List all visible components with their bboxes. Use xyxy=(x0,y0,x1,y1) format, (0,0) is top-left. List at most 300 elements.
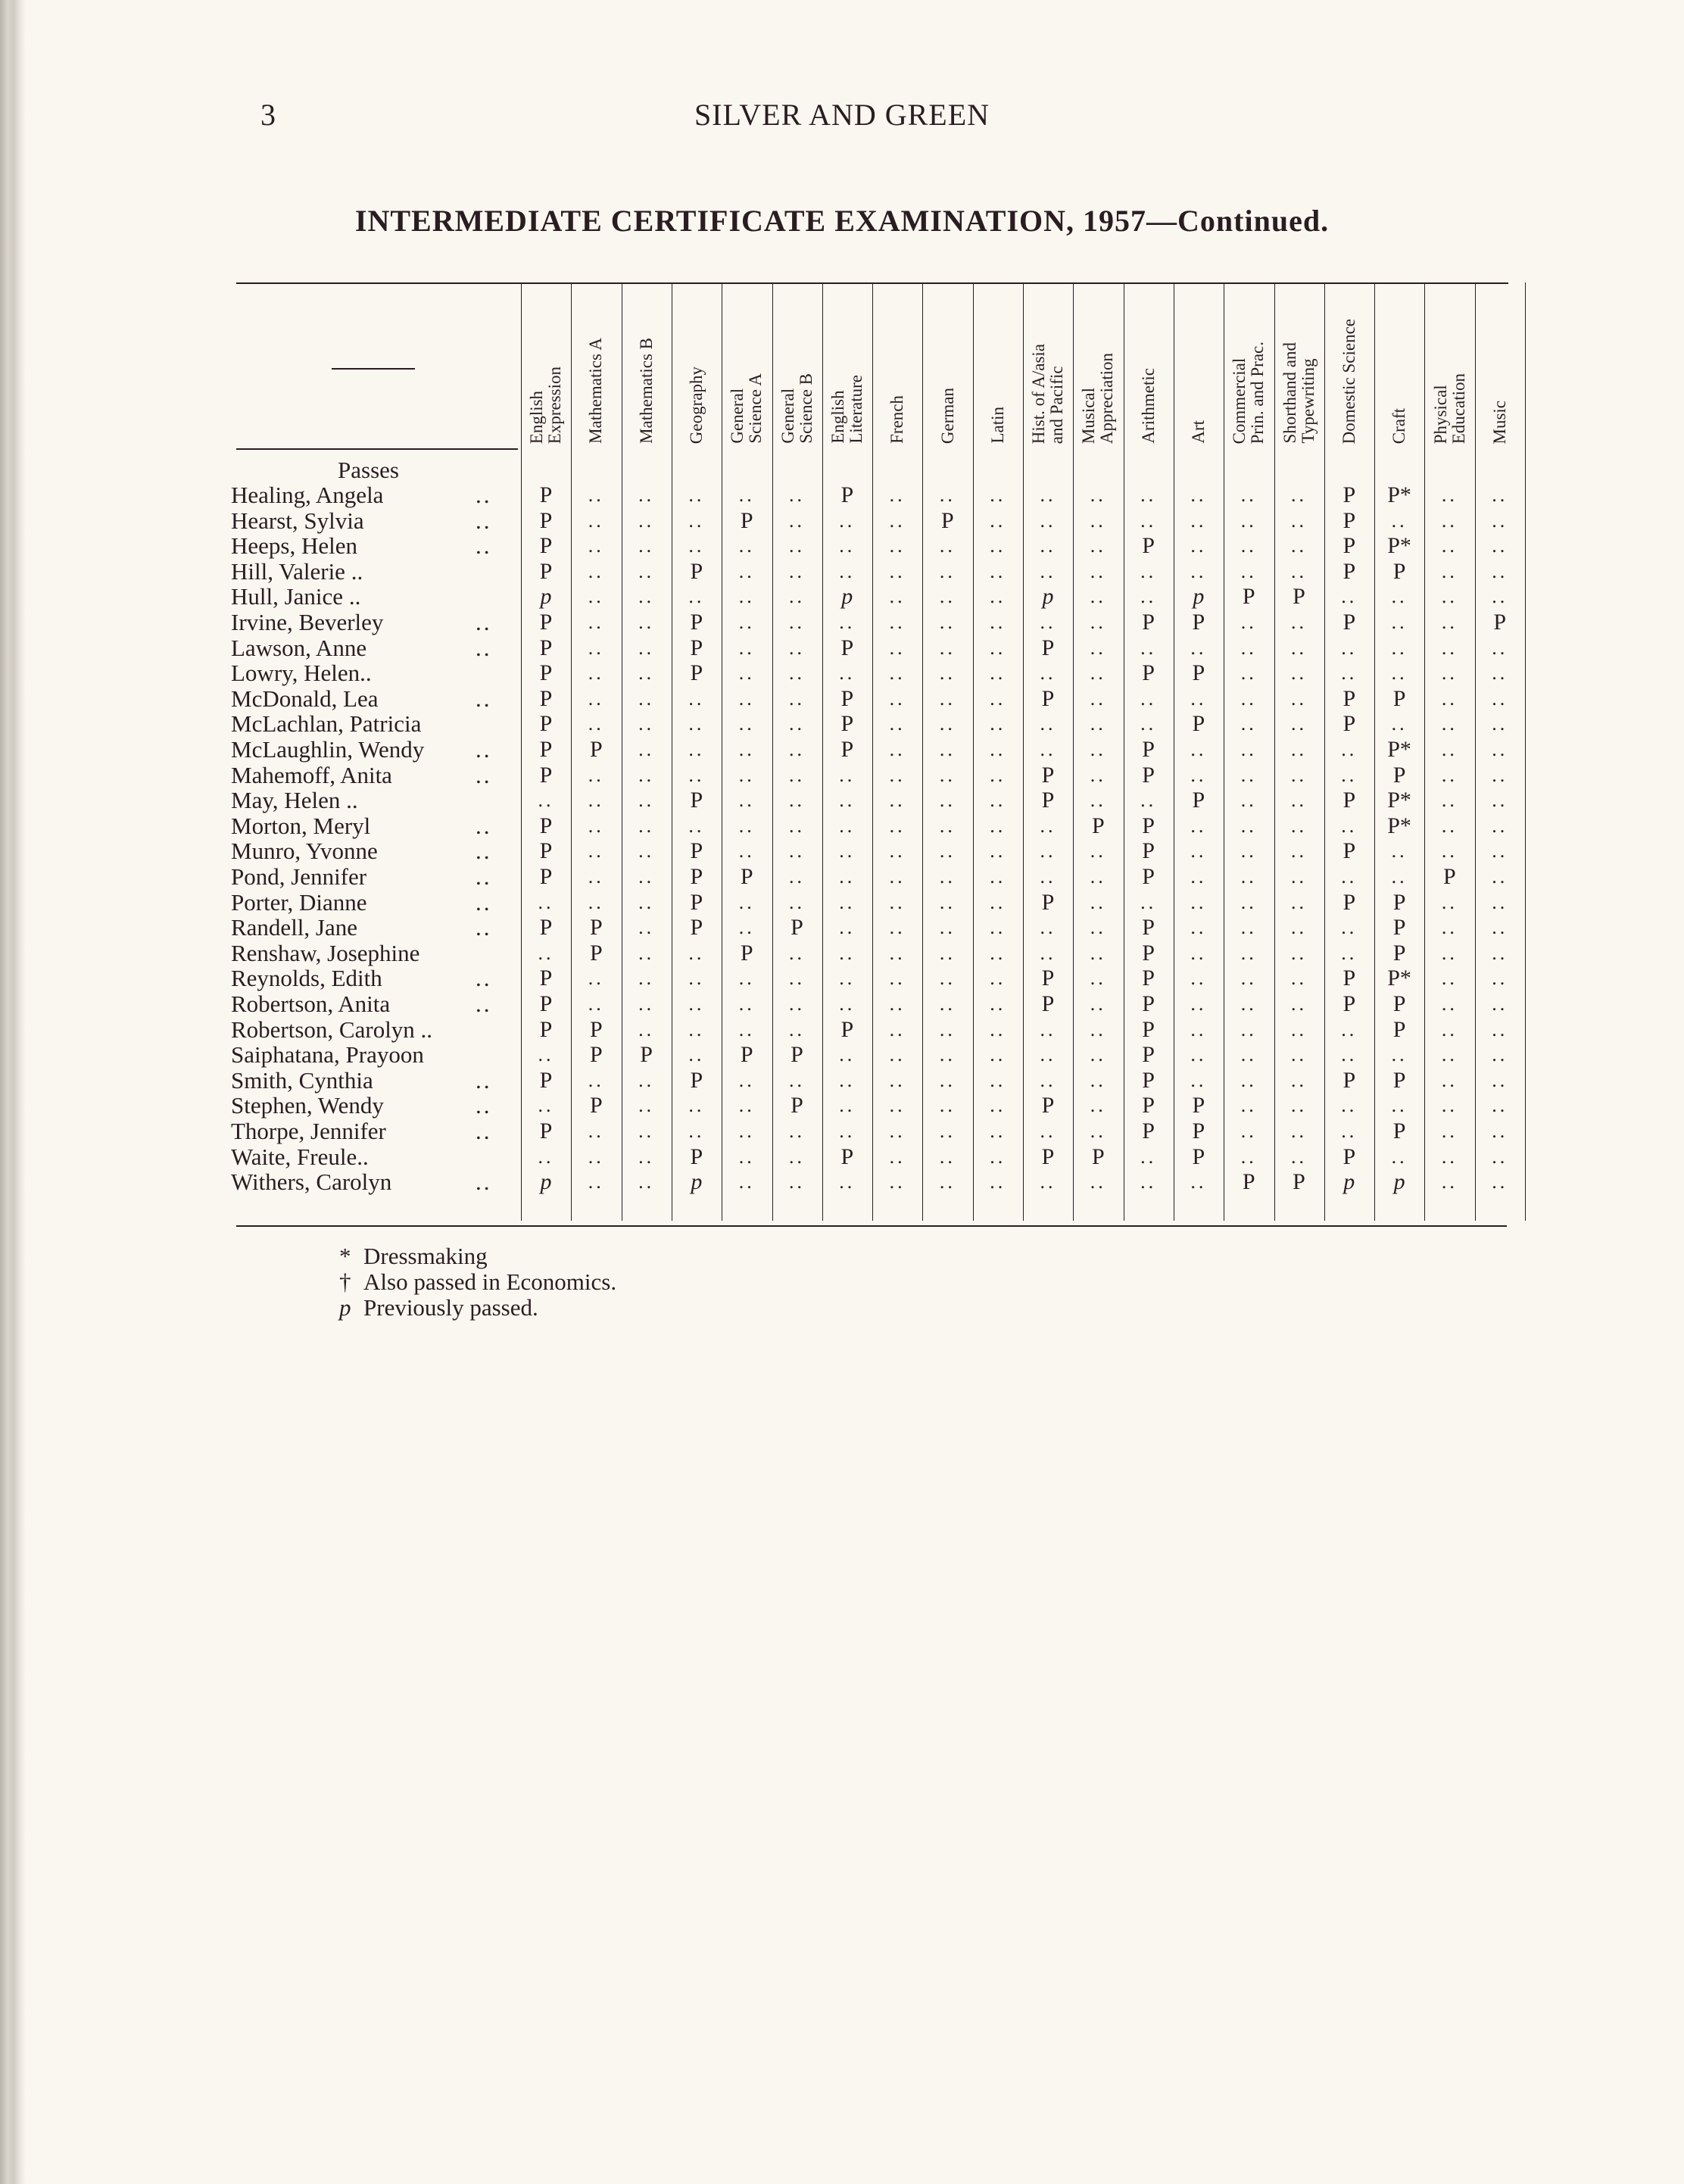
empty-cell: .. xyxy=(638,535,655,557)
previously-passed-mark: p xyxy=(1343,1169,1355,1195)
empty-cell: .. xyxy=(1240,1069,1257,1091)
empty-cell: .. xyxy=(789,941,805,964)
empty-cell: .. xyxy=(738,763,755,786)
pass-mark: P xyxy=(1343,482,1356,507)
column-header: English Expression xyxy=(527,366,565,444)
empty-cell: .. xyxy=(889,611,906,633)
empty-cell: .. xyxy=(638,585,655,608)
empty-cell: .. xyxy=(1240,611,1257,633)
pass-mark: P xyxy=(589,915,603,941)
pass-mark: P xyxy=(1192,610,1205,635)
empty-cell: .. xyxy=(990,1069,1006,1091)
empty-cell: .. xyxy=(588,560,604,582)
student-name: Lawson, Anne xyxy=(231,634,367,661)
empty-cell: .. xyxy=(1040,662,1056,685)
pass-mark: P xyxy=(1343,788,1356,813)
empty-cell: .. xyxy=(889,866,906,888)
pass-mark: P xyxy=(1343,1067,1356,1093)
pass-mark: P xyxy=(690,1067,703,1093)
empty-cell: .. xyxy=(789,1145,805,1168)
table-row xyxy=(0,686,1684,712)
running-head: SILVER AND GREEN xyxy=(694,98,990,132)
pass-mark: P xyxy=(1192,788,1205,813)
pass-mark: P xyxy=(1142,1067,1155,1093)
empty-cell: .. xyxy=(1090,840,1106,863)
pass-mark: P xyxy=(690,915,703,941)
column-header: English Literature xyxy=(828,375,865,444)
empty-cell: .. xyxy=(789,484,805,506)
empty-cell: .. xyxy=(939,662,956,685)
empty-cell: .. xyxy=(789,1018,805,1041)
empty-cell: .. xyxy=(789,866,805,888)
empty-cell: .. xyxy=(638,1120,655,1142)
pass-mark: P xyxy=(941,507,954,533)
empty-cell: .. xyxy=(638,941,655,964)
empty-cell: .. xyxy=(1492,866,1508,888)
empty-cell: .. xyxy=(1090,1069,1106,1091)
pass-mark: P xyxy=(539,635,553,660)
empty-cell: .. xyxy=(638,687,655,710)
empty-cell: .. xyxy=(839,560,856,582)
empty-cell: .. xyxy=(889,509,906,532)
table-row xyxy=(0,1144,1684,1170)
pass-mark: P xyxy=(791,1093,803,1119)
dot-leader: .. xyxy=(476,507,492,534)
empty-cell: .. xyxy=(1240,1145,1257,1168)
empty-cell: .. xyxy=(1040,738,1056,760)
empty-cell: .. xyxy=(538,1044,554,1066)
empty-cell: .. xyxy=(1240,1018,1257,1041)
empty-cell: .. xyxy=(688,1120,705,1142)
empty-cell: .. xyxy=(1341,916,1358,939)
empty-cell: .. xyxy=(538,789,554,812)
empty-cell: .. xyxy=(1492,814,1508,837)
empty-cell: .. xyxy=(1291,866,1307,888)
previously-passed-mark: p xyxy=(1193,584,1205,610)
empty-cell: .. xyxy=(538,1094,554,1117)
column-header: Arithmetic xyxy=(1138,368,1158,444)
empty-cell: .. xyxy=(1341,1018,1358,1041)
pass-mark: P xyxy=(589,940,603,966)
pass-mark: P xyxy=(1142,915,1155,941)
empty-cell: .. xyxy=(1492,560,1508,582)
pass-mark: P xyxy=(1041,788,1055,813)
table-row xyxy=(0,635,1684,661)
empty-cell: .. xyxy=(1090,1120,1106,1142)
empty-cell: .. xyxy=(990,509,1006,532)
empty-cell: .. xyxy=(1240,866,1257,888)
empty-cell: .. xyxy=(688,509,705,532)
empty-cell: .. xyxy=(1140,509,1157,532)
empty-cell: .. xyxy=(789,738,805,760)
empty-cell: .. xyxy=(1341,763,1358,786)
footnote-dressmaking: * Dressmaking xyxy=(339,1243,488,1269)
empty-cell: .. xyxy=(1291,1120,1307,1142)
empty-cell: .. xyxy=(939,636,956,659)
table-row xyxy=(0,482,1684,508)
empty-cell: .. xyxy=(688,967,705,990)
pass-mark: P xyxy=(1242,1169,1255,1195)
empty-cell: .. xyxy=(588,789,604,812)
empty-cell: .. xyxy=(1441,1120,1458,1142)
pass-mark: P xyxy=(1392,889,1406,915)
empty-cell: .. xyxy=(638,967,655,990)
empty-cell: .. xyxy=(990,1145,1006,1168)
empty-cell: .. xyxy=(789,789,805,812)
empty-cell: .. xyxy=(939,941,956,964)
empty-cell: .. xyxy=(1492,687,1508,710)
empty-cell: .. xyxy=(1441,1018,1458,1041)
table-title: INTERMEDIATE CERTIFICATE EXAMINATION, 1957—Continued. xyxy=(354,204,1330,238)
table-row xyxy=(0,533,1684,559)
empty-cell: .. xyxy=(638,1018,655,1041)
pass-mark: P xyxy=(539,915,553,941)
empty-cell: .. xyxy=(839,611,856,633)
empty-cell: .. xyxy=(638,891,655,913)
student-name: Stephen, Wendy xyxy=(231,1092,384,1119)
empty-cell: .. xyxy=(738,1120,755,1142)
empty-cell: .. xyxy=(1090,789,1106,812)
pass-mark: P xyxy=(1192,660,1205,686)
empty-cell: .. xyxy=(1040,535,1056,557)
column-header: Music xyxy=(1489,400,1509,444)
empty-cell: .. xyxy=(1492,1069,1508,1091)
pass-mark: P xyxy=(1392,762,1406,788)
empty-cell: .. xyxy=(638,866,655,888)
empty-cell: .. xyxy=(1492,967,1508,990)
table-row xyxy=(0,1042,1684,1068)
empty-cell: .. xyxy=(990,891,1006,913)
column-header: Hist. of A/asia and Pacific xyxy=(1029,343,1067,444)
empty-cell: .. xyxy=(789,509,805,532)
empty-cell: .. xyxy=(688,585,705,608)
pass-mark: P xyxy=(640,1042,653,1068)
pass-mark: P xyxy=(1343,966,1356,991)
pass-mark: P xyxy=(690,610,703,635)
header-underline-rule xyxy=(236,448,518,450)
student-name: Heeps, Helen xyxy=(231,532,357,560)
pass-mark: P xyxy=(589,737,603,762)
empty-cell: .. xyxy=(1441,585,1458,608)
empty-cell: .. xyxy=(889,967,906,990)
table-row xyxy=(0,788,1684,813)
empty-cell: .. xyxy=(939,866,956,888)
empty-cell: .. xyxy=(588,636,604,659)
pass-mark: P xyxy=(539,558,553,584)
empty-cell: .. xyxy=(1240,1120,1257,1142)
pass-mark: P xyxy=(791,915,803,941)
column-header: Geography xyxy=(687,366,706,444)
pass-mark: P xyxy=(1192,711,1205,737)
pass-mark: P xyxy=(840,711,854,737)
pass-mark: P xyxy=(840,737,854,762)
empty-cell: .. xyxy=(1090,560,1106,582)
empty-cell: .. xyxy=(990,789,1006,812)
empty-cell: .. xyxy=(889,1044,906,1066)
empty-cell: .. xyxy=(990,1120,1006,1142)
empty-cell: .. xyxy=(990,1018,1006,1041)
empty-cell: .. xyxy=(1391,840,1408,863)
column-header: Musical Appreciation xyxy=(1079,352,1117,444)
empty-cell: .. xyxy=(588,840,604,863)
empty-cell: .. xyxy=(1492,1018,1508,1041)
pass-mark: P xyxy=(1192,1143,1205,1169)
pass-mark: P xyxy=(1142,966,1155,991)
empty-cell: .. xyxy=(1090,611,1106,633)
empty-cell: .. xyxy=(939,967,956,990)
empty-cell: .. xyxy=(1391,585,1408,608)
empty-cell: .. xyxy=(1492,484,1508,506)
empty-cell: .. xyxy=(1090,993,1106,1015)
pass-mark: P xyxy=(589,1093,603,1119)
empty-cell: .. xyxy=(1090,967,1106,990)
empty-cell: .. xyxy=(688,738,705,760)
empty-cell: .. xyxy=(1240,636,1257,659)
empty-cell: .. xyxy=(1341,866,1358,888)
empty-cell: .. xyxy=(1291,814,1307,837)
empty-cell: .. xyxy=(789,560,805,582)
empty-cell: .. xyxy=(1441,1171,1458,1193)
empty-cell: .. xyxy=(939,713,956,735)
pass-mark: P xyxy=(1142,940,1155,966)
pass-mark: P xyxy=(690,1143,703,1169)
empty-cell: .. xyxy=(939,1145,956,1168)
dot-leader: .. xyxy=(476,736,492,763)
empty-cell: .. xyxy=(1441,891,1458,913)
empty-cell: .. xyxy=(1341,1094,1358,1117)
empty-cell: .. xyxy=(688,763,705,786)
table-row xyxy=(0,966,1684,991)
empty-cell: .. xyxy=(1190,941,1207,964)
empty-cell: .. xyxy=(1291,1094,1307,1117)
empty-cell: .. xyxy=(939,535,956,557)
pass-mark: P xyxy=(1343,610,1356,635)
empty-cell: .. xyxy=(638,560,655,582)
pass-mark: P xyxy=(1142,533,1155,559)
column-header: Commercial Prin. and Prac. xyxy=(1230,341,1268,444)
empty-cell: .. xyxy=(889,687,906,710)
empty-cell: .. xyxy=(638,763,655,786)
pass-mark: P xyxy=(690,864,703,889)
student-name: Robertson, Anita xyxy=(231,991,391,1017)
empty-cell: .. xyxy=(1291,509,1307,532)
empty-cell: .. xyxy=(1492,916,1508,939)
empty-cell: .. xyxy=(990,763,1006,786)
empty-cell: .. xyxy=(1291,662,1307,685)
empty-cell: .. xyxy=(1391,1145,1408,1168)
empty-cell: .. xyxy=(839,662,856,685)
pass-mark: P xyxy=(1392,940,1406,966)
empty-cell: .. xyxy=(1441,789,1458,812)
pass-mark: P xyxy=(1392,1016,1406,1042)
empty-cell: .. xyxy=(738,484,755,506)
empty-cell: .. xyxy=(538,891,554,913)
pass-mark: P xyxy=(1142,1093,1155,1119)
pass-mark: P xyxy=(589,1016,603,1042)
pass-mark: P xyxy=(589,1042,603,1068)
empty-cell: .. xyxy=(889,993,906,1015)
table-row xyxy=(0,941,1684,966)
empty-cell: .. xyxy=(738,611,755,633)
previously-passed-mark: p xyxy=(841,584,853,610)
empty-cell: .. xyxy=(990,636,1006,659)
empty-cell: .. xyxy=(588,891,604,913)
pass-mark: P xyxy=(1041,1143,1055,1169)
empty-cell: .. xyxy=(789,1120,805,1142)
pass-mark: P xyxy=(1493,610,1507,635)
empty-cell: .. xyxy=(638,662,655,685)
empty-cell: .. xyxy=(1441,662,1458,685)
pass-mark: P xyxy=(840,1143,854,1169)
table-row xyxy=(0,559,1684,585)
empty-cell: .. xyxy=(638,484,655,506)
pass-mark: P xyxy=(1142,1042,1155,1068)
empty-cell: .. xyxy=(1090,687,1106,710)
empty-cell: .. xyxy=(688,993,705,1015)
empty-cell: .. xyxy=(1090,1018,1106,1041)
pass-mark: P xyxy=(539,1067,553,1093)
column-header: Physical Education xyxy=(1430,373,1468,444)
empty-cell: .. xyxy=(638,1145,655,1168)
empty-cell: .. xyxy=(1040,1018,1056,1041)
column-header: Mathematics A xyxy=(586,338,606,444)
pass-mark: P xyxy=(539,482,553,507)
empty-cell: .. xyxy=(588,662,604,685)
empty-cell: .. xyxy=(789,713,805,735)
empty-cell: .. xyxy=(1240,662,1257,685)
empty-cell: .. xyxy=(1240,509,1257,532)
empty-cell: .. xyxy=(638,509,655,532)
empty-cell: .. xyxy=(939,1044,956,1066)
empty-cell: .. xyxy=(1040,840,1056,863)
empty-cell: .. xyxy=(990,916,1006,939)
table-row xyxy=(0,737,1684,763)
empty-cell: .. xyxy=(939,1171,956,1193)
student-name: Munro, Yvonne xyxy=(231,838,378,865)
pass-mark: P xyxy=(1142,813,1155,838)
empty-cell: .. xyxy=(638,789,655,812)
empty-cell: .. xyxy=(538,1145,554,1168)
empty-cell: .. xyxy=(889,585,906,608)
empty-cell: .. xyxy=(1040,866,1056,888)
empty-cell: .. xyxy=(1190,891,1207,913)
table-bottom-rule xyxy=(236,1225,1507,1227)
pass-mark: P xyxy=(1293,584,1305,610)
empty-cell: .. xyxy=(889,738,906,760)
empty-cell: .. xyxy=(588,967,604,990)
empty-cell: .. xyxy=(1492,840,1508,863)
dot-leader: .. xyxy=(476,761,492,788)
dot-leader: .. xyxy=(476,838,492,865)
dot-leader: .. xyxy=(476,609,492,635)
student-name: Mahemoff, Anita xyxy=(231,761,392,788)
empty-cell: .. xyxy=(1240,687,1257,710)
pass-mark: P xyxy=(539,864,553,889)
table-row xyxy=(0,763,1684,788)
empty-cell: .. xyxy=(1291,789,1307,812)
column-header: Domestic Science xyxy=(1339,318,1358,444)
empty-cell: .. xyxy=(889,713,906,735)
empty-cell: .. xyxy=(889,1145,906,1168)
table-row xyxy=(0,660,1684,686)
empty-cell: .. xyxy=(1441,560,1458,582)
empty-cell: .. xyxy=(1492,1145,1508,1168)
empty-cell: .. xyxy=(1441,941,1458,964)
empty-cell: .. xyxy=(889,916,906,939)
pass-mark: P xyxy=(1041,966,1055,991)
empty-cell: .. xyxy=(1441,687,1458,710)
empty-cell: .. xyxy=(889,891,906,913)
empty-cell: .. xyxy=(990,941,1006,964)
empty-cell: .. xyxy=(638,713,655,735)
dot-leader: .. xyxy=(476,888,492,916)
empty-cell: .. xyxy=(789,535,805,557)
student-name: Smith, Cynthia xyxy=(231,1066,373,1094)
student-name: McLachlan, Patricia xyxy=(231,710,422,738)
empty-cell: .. xyxy=(588,687,604,710)
pass-mark: P xyxy=(1343,889,1356,915)
empty-cell: .. xyxy=(1090,713,1106,735)
student-name: Withers, Carolyn xyxy=(231,1168,392,1196)
empty-cell: .. xyxy=(688,484,705,506)
empty-cell: .. xyxy=(1190,840,1207,863)
empty-cell: .. xyxy=(1190,763,1207,786)
empty-cell: .. xyxy=(1090,484,1106,506)
empty-cell: .. xyxy=(939,560,956,582)
empty-cell: .. xyxy=(939,814,956,837)
student-name: Hearst, Sylvia xyxy=(231,507,364,534)
pass-mark: P xyxy=(539,660,553,686)
dot-leader: .. xyxy=(476,634,492,661)
empty-cell: .. xyxy=(738,1094,755,1117)
empty-cell: .. xyxy=(1492,713,1508,735)
pass-mark: P xyxy=(840,1016,854,1042)
empty-cell: .. xyxy=(1240,814,1257,837)
empty-cell: .. xyxy=(638,1094,655,1117)
empty-cell: .. xyxy=(1240,891,1257,913)
empty-cell: .. xyxy=(738,840,755,863)
empty-cell: .. xyxy=(1240,535,1257,557)
empty-cell: .. xyxy=(1441,611,1458,633)
student-name: Renshaw, Josephine xyxy=(231,939,420,966)
empty-cell: .. xyxy=(1391,611,1408,633)
empty-cell: .. xyxy=(1492,1120,1508,1142)
empty-cell: .. xyxy=(1190,738,1207,760)
pass-mark: P xyxy=(1392,1119,1406,1143)
pass-mark: P xyxy=(740,1042,753,1068)
column-header: French xyxy=(887,395,907,444)
empty-cell: .. xyxy=(1341,636,1358,659)
empty-cell: .. xyxy=(738,1145,755,1168)
dot-leader: .. xyxy=(476,812,492,839)
empty-cell: .. xyxy=(738,585,755,608)
dot-leader: .. xyxy=(476,991,492,1017)
pass-mark: P xyxy=(1142,1119,1155,1143)
empty-cell: .. xyxy=(688,1018,705,1041)
pass-mark: P xyxy=(690,889,703,915)
student-name: Irvine, Beverley xyxy=(231,609,384,635)
empty-cell: .. xyxy=(839,1069,856,1091)
footnotes xyxy=(339,1243,616,1321)
empty-cell: .. xyxy=(1140,585,1157,608)
pass-mark: P xyxy=(1041,991,1055,1016)
empty-cell: .. xyxy=(688,1094,705,1117)
empty-cell: .. xyxy=(1090,1044,1106,1066)
student-name: Hull, Janice .. xyxy=(231,583,361,610)
empty-cell: .. xyxy=(939,738,956,760)
page-number: 3 xyxy=(260,98,276,132)
empty-cell: .. xyxy=(1391,1044,1408,1066)
